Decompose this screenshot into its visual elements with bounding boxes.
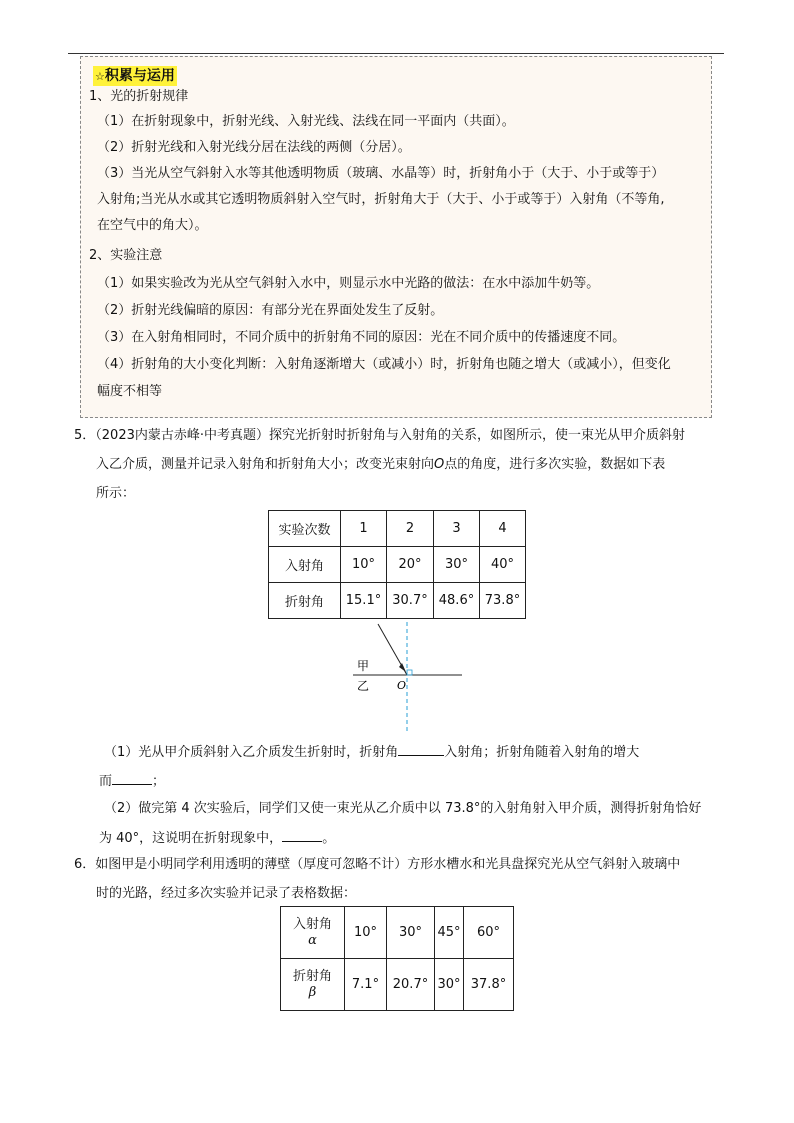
box-line: （1）在折射现象中，折射光线、入射光线、法线在同一平面内（共面）。 — [97, 114, 515, 129]
table-cell: 实验次数 — [269, 511, 341, 547]
box-line: （3）在入射角相同时，不同介质中的折射角不同的原因：光在不同介质中的传播速度不同。 — [97, 330, 626, 345]
table-cell: 折射角 — [269, 583, 341, 619]
star-icon: ☆ — [95, 70, 105, 83]
table-cell: 60° — [464, 907, 514, 959]
summary-box — [80, 56, 712, 418]
table-cell: 3 — [434, 511, 480, 547]
box-line: （2）折射光线和入射光线分居在法线的两侧（分居）。 — [97, 140, 411, 155]
box-line: 入射角;当光从水或其它透明物质斜射入空气时，折射角大于（大于、小于或等于）入射角（不等角, — [97, 192, 665, 207]
q6-line2: 时的光路，经过多次实验并记录了表格数据： — [96, 886, 357, 901]
q5-sub2: （2）做完第 4 次实验后，同学们又使一束光从乙介质中以 73.8°的入射角射入甲介质，测得折射角恰好 — [104, 801, 702, 816]
table-cell: 37.8° — [464, 959, 514, 1011]
table-row — [281, 907, 514, 959]
table-cell: 20.7° — [387, 959, 435, 1011]
q6-line1: 6．如图甲是小明同学利用透明的薄壁（厚度可忽略不计）方形水槽水和光具盘探究光从空气斜射入玻璃中 — [74, 857, 681, 872]
table-cell: 7.1° — [345, 959, 387, 1011]
table-cell: 2 — [387, 511, 434, 547]
table-cell: 1 — [341, 511, 387, 547]
box-line: 1、光的折射规律 — [89, 89, 189, 104]
q5-sub1-cont: 而 ； — [99, 770, 165, 792]
table-row — [269, 547, 526, 583]
refraction-diagram — [345, 620, 470, 735]
box-line: （3）当光从空气斜射入水等其他透明物质（玻璃、水晶等）时，折射角小于（大于、小于或等于） — [97, 166, 665, 181]
table-cell: 10° — [341, 547, 387, 583]
point-o-label: O — [397, 679, 407, 692]
table-cell: 入射角 α — [281, 907, 345, 959]
table-cell: 45° — [435, 907, 464, 959]
q5-line3: 所示： — [96, 486, 136, 501]
table-cell: 73.8° — [480, 583, 526, 619]
table-cell: 15.1° — [341, 583, 387, 619]
table-cell: 20° — [387, 547, 434, 583]
table-cell: 30° — [387, 907, 435, 959]
box-line: 2、实验注意 — [89, 248, 163, 263]
q6-table — [280, 906, 514, 1011]
answer-blank[interactable] — [112, 770, 152, 785]
table-cell: 入射角 — [269, 547, 341, 583]
q5-table — [268, 510, 526, 619]
answer-blank[interactable] — [282, 827, 322, 842]
medium-a-label: 甲 — [357, 659, 370, 673]
table-cell: 30° — [434, 547, 480, 583]
box-line: （1）如果实验改为光从空气斜射入水中，则显示水中光路的做法：在水中添加牛奶等。 — [97, 276, 600, 291]
q5-sub2-cont: 为 40°，这说明在折射现象中， 。 — [99, 827, 335, 849]
right-angle-mark — [407, 670, 412, 675]
arrow-icon — [399, 663, 406, 672]
box-line: （2）折射光线偏暗的原因：有部分光在界面处发生了反射。 — [97, 303, 444, 318]
table-cell: 10° — [345, 907, 387, 959]
box-title: ☆积累与运用 — [95, 68, 175, 84]
table-cell: 30.7° — [387, 583, 434, 619]
medium-b-label: 乙 — [357, 679, 370, 693]
table-row — [269, 583, 526, 619]
table-cell: 折射角 β — [281, 959, 345, 1011]
table-cell: 30° — [435, 959, 464, 1011]
header-rule — [68, 53, 724, 54]
box-line: （4）折射角的大小变化判断：入射角逐渐增大（或减小）时，折射角也随之增大（或减小），但变化 — [97, 357, 671, 372]
box-line: 幅度不相等 — [97, 384, 163, 399]
table-cell: 4 — [480, 511, 526, 547]
table-row — [269, 511, 526, 547]
table-cell: 48.6° — [434, 583, 480, 619]
q5-line1: 5．（2023内蒙古赤峰·中考真题）探究光折射时折射角与入射角的关系，如图所示，使一束光从甲介质斜射 — [74, 428, 685, 443]
answer-blank[interactable] — [398, 741, 444, 756]
table-cell: 40° — [480, 547, 526, 583]
box-line: 在空气中的角大）。 — [97, 218, 208, 233]
table-row — [281, 959, 514, 1011]
q5-sub1: （1）光从甲介质斜射入乙介质发生折射时，折射角 入射角；折射角随着入射角的增大 — [104, 741, 639, 763]
q5-line2: 入乙介质，测量并记录入射角和折射角大小；改变光束射向O点的角度，进行多次实验，数据如下表 — [96, 457, 666, 472]
